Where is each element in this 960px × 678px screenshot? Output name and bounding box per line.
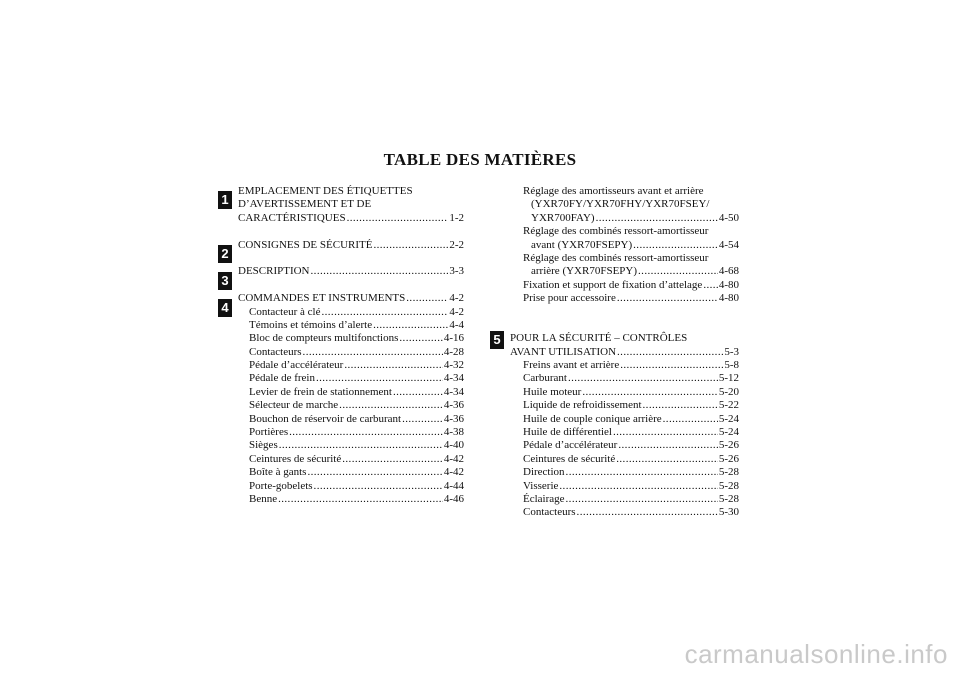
toc-entry[interactable]: Bloc de compteurs multifonctions ..... 4-16 <box>238 332 464 345</box>
toc-entry[interactable]: Contacteurs ..... 4-28 <box>238 346 464 359</box>
toc-entry-shock-adjust[interactable]: YXR700FAY) ..... 4-50 <box>510 212 739 225</box>
toc-entry[interactable]: Pédale d’accélérateur ..... 4-32 <box>238 359 464 372</box>
chapter-tab-4[interactable]: 4 <box>218 299 232 317</box>
toc-entry[interactable]: Huile moteur ..... 5-20 <box>510 386 739 399</box>
toc-entry-accessory[interactable]: Prise pour accessoire ..... 4-80 <box>510 292 739 305</box>
toc-entry[interactable]: Pédale de frein ..... 4-34 <box>238 372 464 385</box>
toc-entry[interactable]: Benne ..... 4-46 <box>238 493 464 506</box>
toc-entry[interactable]: Porte-gobelets ..... 4-44 <box>238 480 464 493</box>
toc-entry[interactable]: Freins avant et arrière ..... 5-8 <box>510 359 739 372</box>
toc-left-column <box>238 185 464 506</box>
chapter-tab-5[interactable]: 5 <box>490 331 504 349</box>
toc-right-column <box>510 185 739 520</box>
toc-entry[interactable]: Carburant ..... 5-12 <box>510 372 739 385</box>
toc-entry-line: Réglage des combinés ressort-amortisseur <box>523 251 709 264</box>
toc-entry[interactable]: Éclairage ..... 5-28 <box>510 493 739 506</box>
toc-entry[interactable]: Ceintures de sécurité ..... 4-42 <box>238 453 464 466</box>
toc-entry-line: Réglage des amortisseurs avant et arrière <box>523 185 704 197</box>
chapter-tab-2[interactable]: 2 <box>218 245 232 263</box>
toc-entry-section-5[interactable]: AVANT UTILISATION ..... 5-3 <box>510 346 739 359</box>
toc-entry-section-4[interactable]: COMMANDES ET INSTRUMENTS ..... 4-2 <box>238 292 464 305</box>
toc-entry[interactable]: Témoins et témoins d’alerte ..... 4-4 <box>238 319 464 332</box>
watermark: carmanualsonline.info <box>684 639 948 669</box>
toc-entry[interactable]: Contacteurs ..... 5-30 <box>510 506 739 519</box>
toc-entry-section-1[interactable]: CARACTÉRISTIQUES ..... 1-2 <box>238 212 464 225</box>
toc-entry[interactable]: Sièges ..... 4-40 <box>238 439 464 452</box>
toc-entry[interactable]: Huile de différentiel ..... 5-24 <box>510 426 739 439</box>
toc-entry-section-3[interactable]: DESCRIPTION ..... 3-3 <box>238 265 464 278</box>
toc-entry[interactable]: Pédale d’accélérateur ..... 5-26 <box>510 439 739 452</box>
toc-entry[interactable]: Boîte à gants ..... 4-42 <box>238 466 464 479</box>
toc-entry[interactable]: Levier de frein de stationnement ..... 4-34 <box>238 386 464 399</box>
toc-entry[interactable]: Sélecteur de marche ..... 4-36 <box>238 399 464 412</box>
toc-entry[interactable]: Direction ..... 5-28 <box>510 466 739 479</box>
toc-entry-line: POUR LA SÉCURITÉ – CONTRÔLES <box>510 332 688 345</box>
toc-entry[interactable]: Portières ..... 4-38 <box>238 426 464 439</box>
toc-entry-line: Réglage des combinés ressort-amortisseur <box>523 225 709 238</box>
toc-entry-rear-shock[interactable]: arrière (YXR70FSEPY) ..... 4-68 <box>510 265 739 278</box>
chapter-tab-1[interactable]: 1 <box>218 191 232 209</box>
toc-entry-line: (YXR70FY/YXR70FHY/YXR70FSEY/ <box>531 198 710 211</box>
toc-entry[interactable]: Huile de couple conique arrière ..... 5-24 <box>510 413 739 426</box>
toc-entry-line: D’AVERTISSEMENT ET DE <box>238 198 372 211</box>
toc-entry[interactable]: Contacteur à clé ..... 4-2 <box>238 306 464 319</box>
toc-entry[interactable]: Liquide de refroidissement ..... 5-22 <box>510 399 739 412</box>
toc-entry-line: EMPLACEMENT DES ÉTIQUETTES <box>238 185 413 197</box>
toc-entry-hitch[interactable]: Fixation et support de fixation d’attelage ..... 4-80 <box>510 279 739 292</box>
toc-entry[interactable]: Bouchon de réservoir de carburant ..... 4-36 <box>238 413 464 426</box>
chapter-tab-3[interactable]: 3 <box>218 272 232 290</box>
toc-entry-section-2[interactable]: CONSIGNES DE SÉCURITÉ ..... 2-2 <box>238 239 464 252</box>
toc-entry[interactable]: Visserie ..... 5-28 <box>510 480 739 493</box>
toc-entry[interactable]: Ceintures de sécurité ..... 5-26 <box>510 453 739 466</box>
page-title: TABLE DES MATIÈRES <box>383 150 577 169</box>
toc-entry-front-shock[interactable]: avant (YXR70FSEPY) ..... 4-54 <box>510 239 739 252</box>
